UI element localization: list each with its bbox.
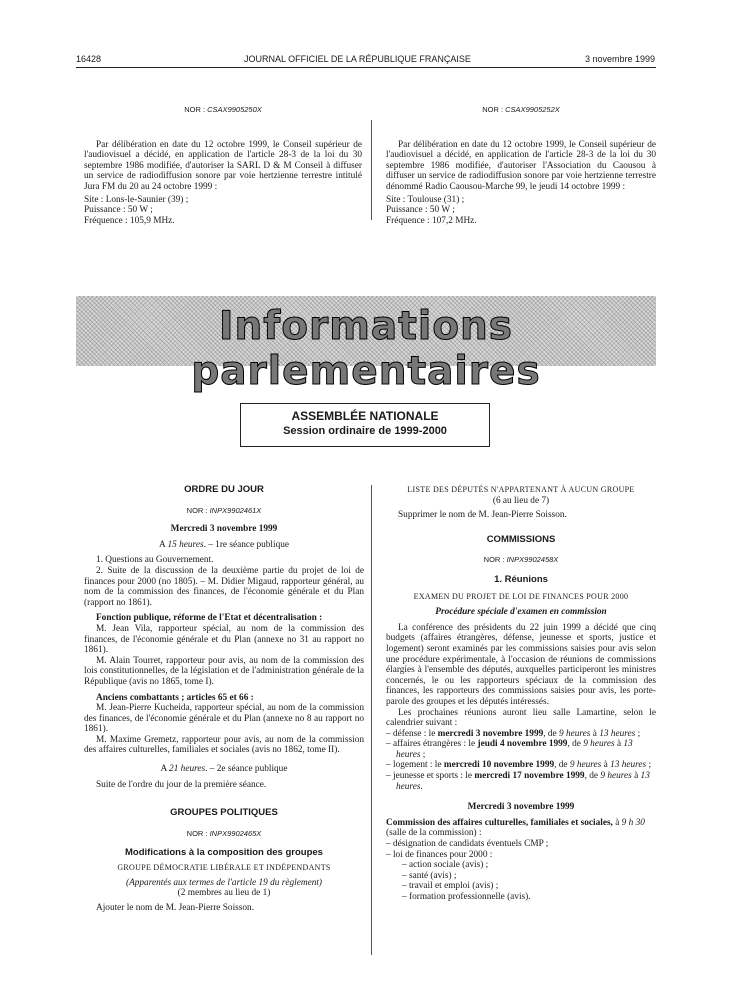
top-right-block (386, 97, 656, 226)
seance-heading: A 21 heures. – 2e séance publique (160, 764, 288, 775)
nor-reference: NOR : CSAX9905250X (184, 104, 262, 114)
agenda-subentry: – travail et emploi (avis) ; (402, 881, 499, 892)
seance-heading: A 15 heures. – 1re séance publique (158, 539, 290, 550)
groupe-name: GROUPE DÉMOCRATIE LIBÉRALE ET INDÉPENDANTS (117, 863, 331, 873)
puissance-line: Puissance : 50 W ; (386, 205, 455, 216)
suite-line: Suite de l'ordre du jour de la première séance. (96, 779, 267, 790)
agenda-entry: – loi de finances pour 2000 : (386, 849, 493, 860)
header-date: 3 novembre 1999 (585, 54, 656, 64)
groupes-title: GROUPES POLITIQUES (170, 807, 278, 819)
left-column (84, 485, 364, 913)
section-banner (76, 296, 656, 394)
top-left-block (84, 97, 362, 226)
rapporteur-paragraph: M. Jean Vila, rapporteur spécial, au nom de la commission des finances, de l'économie générale et du Plan (annexe no 31 au rapport no 1861). (84, 623, 364, 656)
procedure-title: Procédure spéciale d'examen en commission (435, 607, 607, 618)
agenda-subentry: – action sociale (avis) ; (402, 860, 489, 871)
session-title: Session ordinaire de 1999-2000 (283, 425, 447, 437)
top-column-divider (371, 120, 372, 220)
commission-line: Commission des affaires culturelles, familiales et sociales, à 9 h 30 (386, 817, 645, 828)
right-column (386, 485, 656, 903)
assembly-title: ASSEMBLÉE NATIONALE (291, 409, 439, 423)
page-number: 16428 (76, 54, 102, 64)
date-heading: Mercredi 3 novembre 1999 (170, 524, 278, 535)
banner-title: Informations parlementaires (191, 304, 541, 394)
rapporteur-paragraph: M. Jean-Pierre Kucheida, rapporteur spécial, au nom de la commission des finances, de l'économie générale et du Plan (annexe no 8 au rapport no 1861). (84, 703, 364, 735)
nor-reference: NOR : INPX9902465X (186, 828, 262, 838)
journal-title: JOURNAL OFFICIEL DE LA RÉPUBLIQUE FRANÇAISE (244, 54, 471, 64)
rapporteur-paragraph: M. Maxime Gremetz, rapporteur pour avis, au nom de la commission des affaires culturelles, familiales et sociales (avis no 1862, tome II). (84, 734, 364, 756)
commission-agenda (386, 839, 656, 903)
calendar-item: – défense : le mercredi 3 novembre 1999, de 9 heures à 13 heures ; (386, 728, 641, 739)
apparentes-line: (Apparentés aux termes de l'article 19 du règlement) (125, 877, 323, 888)
frequence-line: Fréquence : 107,2 MHz. (386, 215, 477, 226)
prochaines-paragraph: Les prochaines réunions auront lieu salle Lamartine, selon le calendrier suivant : (386, 707, 656, 729)
calendar-item: – logement : le mercredi 10 novembre 1999, de 9 heures à 13 heures ; (386, 760, 652, 771)
agenda-item: 2. Suite de la discussion de la deuxième partie du projet de loi de finances pour 2000 (no 1805). – M. Didier Migaud, rapporteur général, au nom de la commission des finances, de l'économie générale et du Plan (rapport no 1861). (84, 565, 364, 608)
site-line: Site : Lons-le-Saunier (39) ; (84, 194, 189, 205)
membres-line: (2 membres au lieu de 1) (177, 888, 271, 899)
liste-title: LISTE DES DÉPUTÉS N'APPARTENANT À AUCUN GROUPE (407, 485, 635, 494)
section-heading: Fonction publique, réforme de l'Etat et décentralisation : (96, 613, 323, 624)
examen-title: EXAMEN DU PROJET DE LOI DE FINANCES POUR 2000 (413, 591, 629, 601)
ajouter-line: Ajouter le nom de M. Jean-Pierre Soisson. (96, 902, 255, 913)
conference-paragraph: La conférence des présidents du 22 juin 1999 a décidé que cinq budgets (affaires étrangères, défense, jeunesse et sports, justice et logement) seront examinés par les commissions saisies pour avis selon une procédure expérimentale, à l'occasion de réunions de commissions élargies à l'ensemble des députés, auxquelles participeront les ministres concernés, le ou les rapporteurs spéciaux de la commission des finances, les rapporteurs des commissions saisies pour avis, les porte-parole des groupes et les députés intéressés. (386, 622, 656, 707)
puissance-line: Puissance : 50 W ; (84, 205, 153, 216)
deliberation-paragraph: Par délibération en date du 12 octobre 1999, le Conseil supérieur de l'audiovisuel a décidé, en application de l'article 28-3 de la loi du 30 septembre 1986 modifiée, d'autoriser l'Association du Caousou à diffuser un service de radiodiffusion sonore par voie hertzienne terrestre dénommé Radio Caousou-Marche 99, le jeudi 14 octobre 1999 : (386, 139, 656, 192)
main-column-divider (371, 485, 372, 955)
frequence-line: Fréquence : 105,9 MHz. (84, 215, 175, 226)
reunions-title: 1. Réunions (494, 573, 548, 585)
agenda-subentry: – santé (avis) ; (402, 870, 457, 881)
calendar-item: – affaires étrangères : le jeudi 4 novembre 1999, de 9 heures à 13 heures ; (386, 739, 633, 760)
assembly-box (240, 403, 490, 447)
header-rule (76, 67, 656, 68)
agenda-item: 1. Questions au Gouvernement. (96, 555, 214, 566)
liste-subtitle: (6 au lieu de 7) (492, 495, 550, 506)
ordre-du-jour-title: ORDRE DU JOUR (184, 484, 264, 495)
rapporteur-paragraph: M. Alain Tourret, rapporteur pour avis, au nom de la commission des lois constitutionnelles, de la législation et de l'administration générale de la République (avis no 1865, tome I). (84, 655, 364, 687)
commissions-title: COMMISSIONS (486, 533, 556, 545)
agenda-entry: – désignation de candidats éventuels CMP ; (386, 839, 549, 850)
salle-line: (salle de la commission) : (386, 828, 482, 839)
calendar-list (386, 729, 656, 793)
modifications-title: Modifications à la composition des groupes (125, 847, 323, 859)
supprimer-line: Supprimer le nom de M. Jean-Pierre Soisson. (398, 510, 567, 521)
calendar-item: – jeunesse et sports : le mercredi 17 novembre 1999, de 9 heures à 13 heures. (386, 771, 650, 792)
nor-reference: NOR : CSAX9905252X (482, 104, 560, 114)
date-heading: Mercredi 3 novembre 1999 (467, 802, 575, 813)
site-line: Site : Toulouse (31) ; (386, 194, 465, 205)
agenda-subentry: – formation professionnelle (avis). (402, 892, 531, 902)
nor-reference: NOR : INPX9902461X (186, 505, 262, 515)
section-heading: Anciens combattants ; articles 65 et 66 : (96, 692, 254, 703)
nor-reference: NOR : INPX9902458X (483, 555, 559, 565)
deliberation-paragraph: Par délibération en date du 12 octobre 1999, le Conseil supérieur de l'audiovisuel a décidé, en application de l'article 28-3 de la loi du 30 septembre 1986 modifiée, d'autoriser la SARL D & M Conseil à diffuser un service de radiodiffusion sonore par voie hertzienne terrestre intitulé Jura FM du 20 au 24 octobre 1999 : (84, 139, 362, 192)
